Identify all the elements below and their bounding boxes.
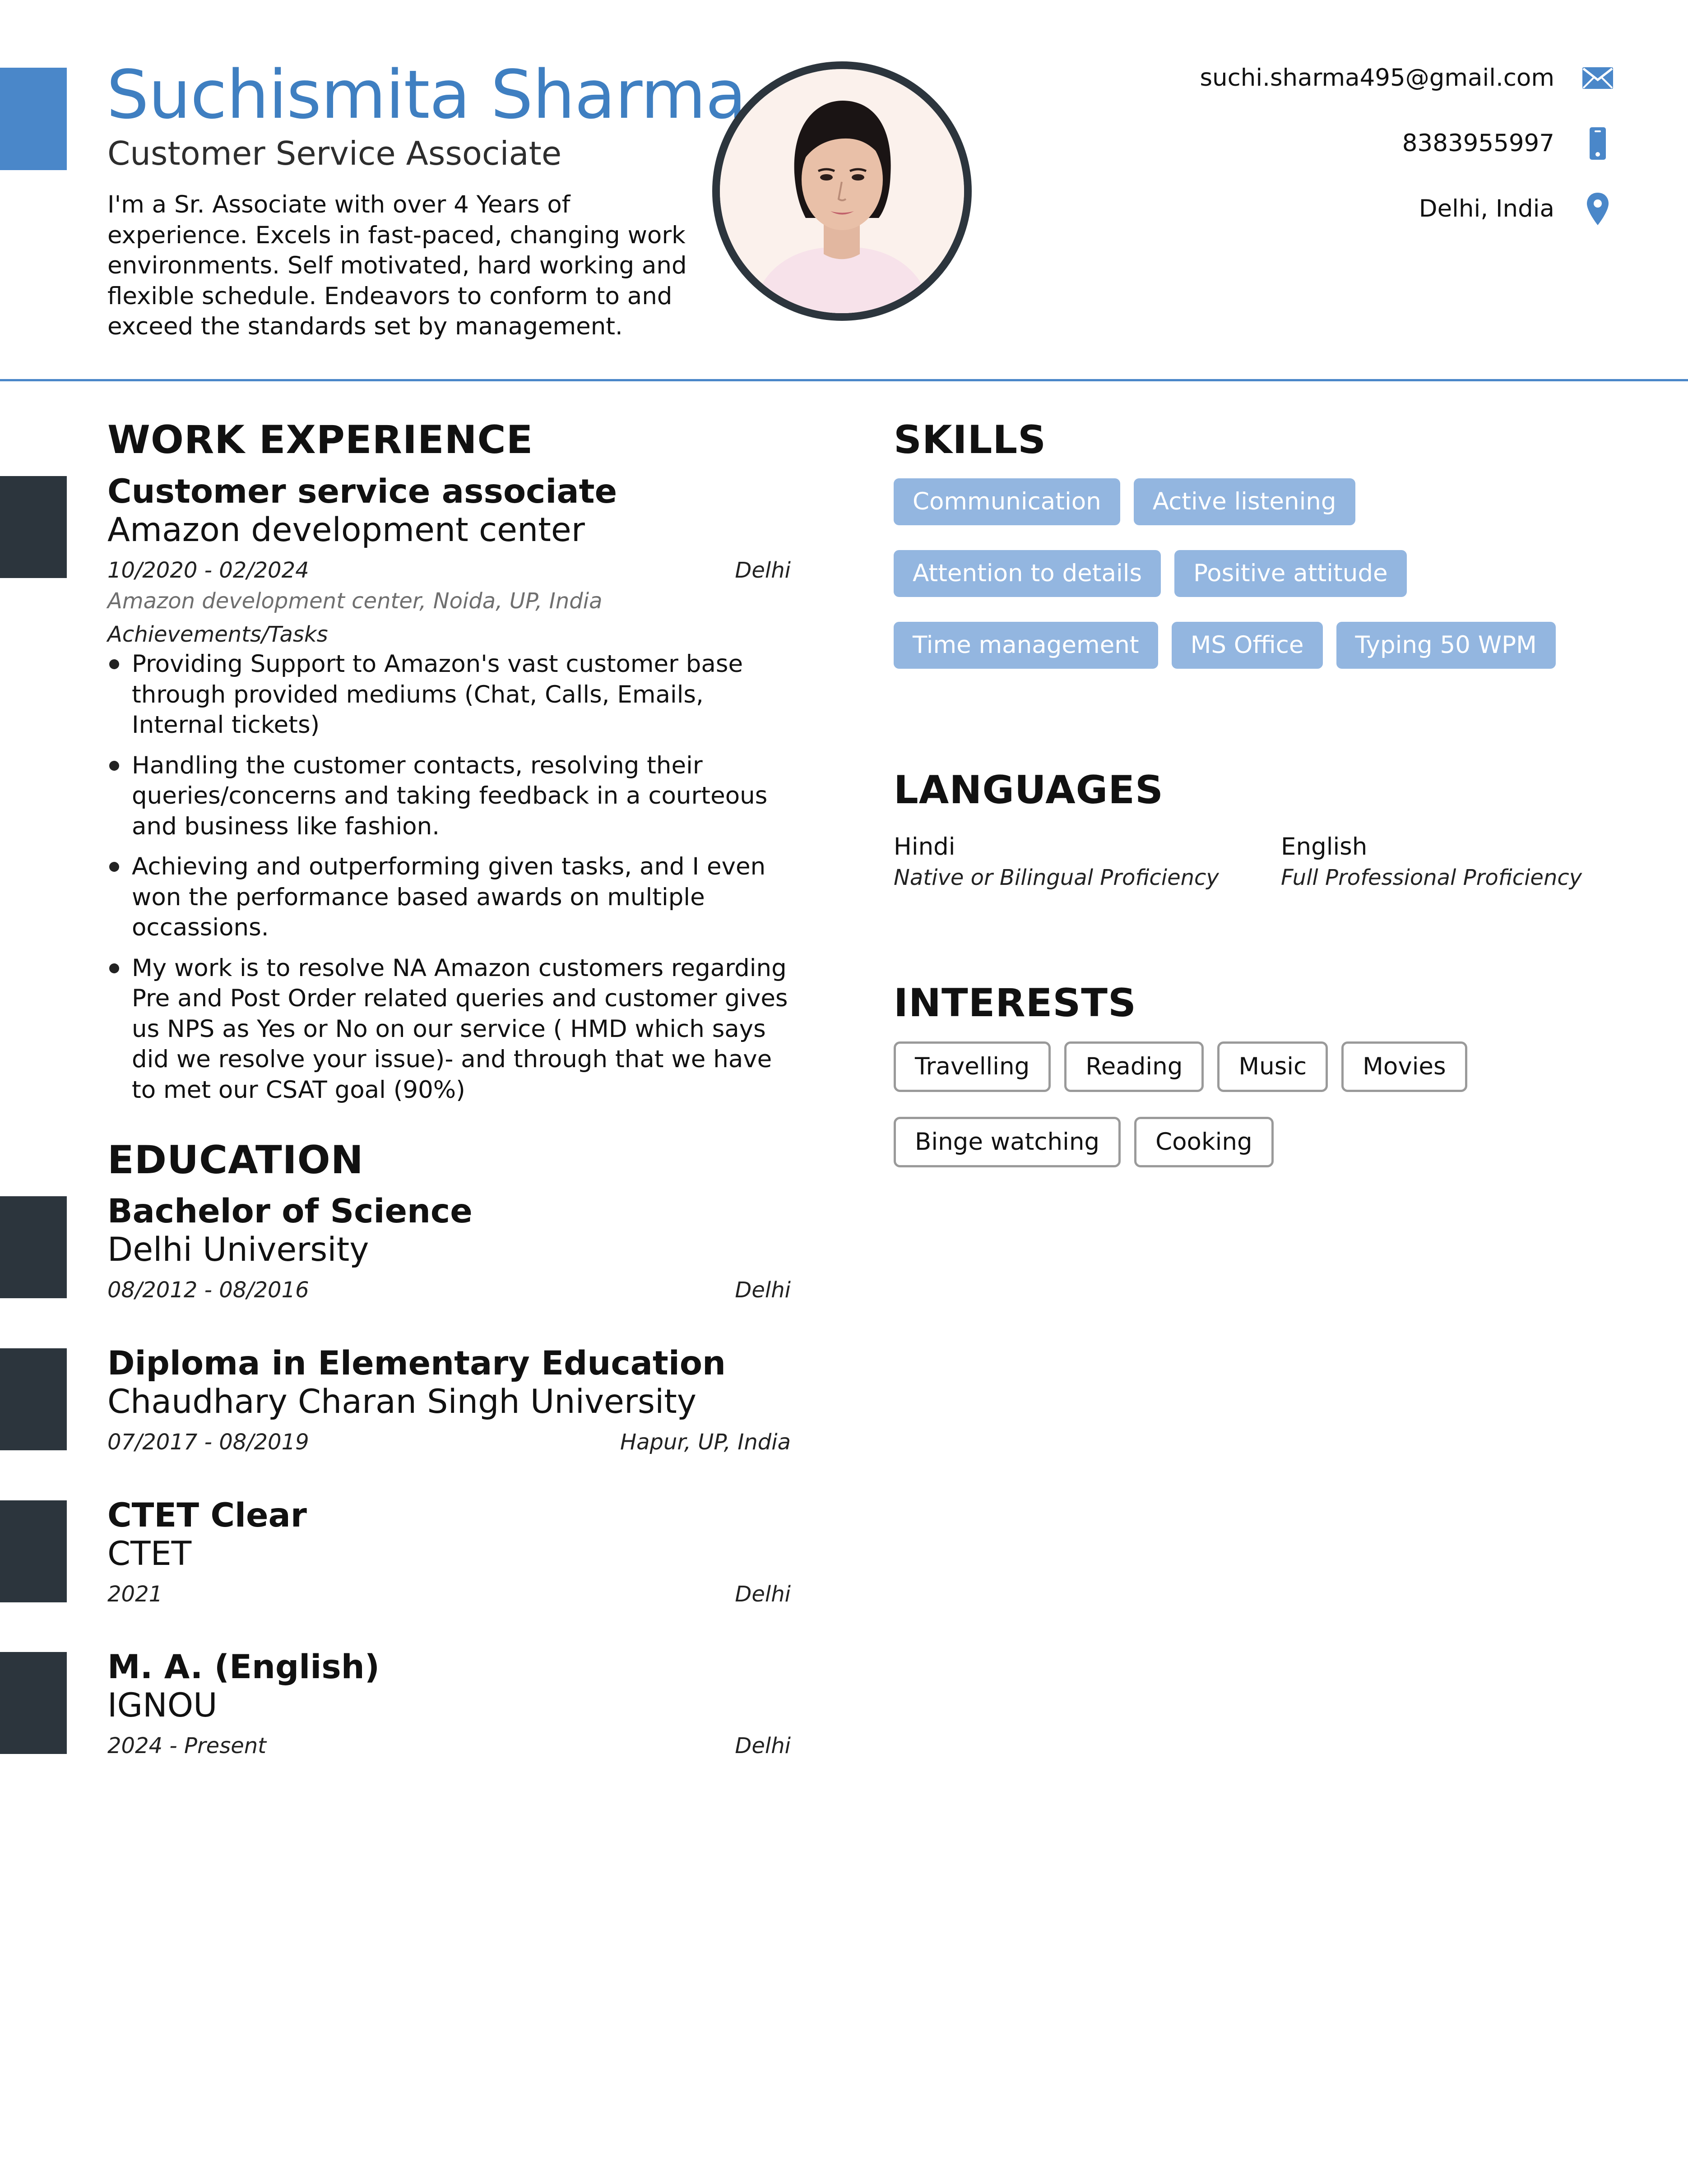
work-entry-title: Customer service associate [107, 472, 617, 511]
envelope-icon [1581, 61, 1615, 95]
education-entry-title: Diploma in Elementary Education [107, 1344, 726, 1383]
interest-chip: Travelling [894, 1041, 1051, 1092]
education-entry-org: Chaudhary Charan Singh University [107, 1383, 697, 1421]
interests-list [894, 1041, 1616, 1192]
list-item: Providing Support to Amazon's vast customer base through provided mediums (Chat, Calls, Emails, Internal tickets) [107, 649, 798, 740]
education-entry-title: Bachelor of Science [107, 1192, 473, 1231]
skill-chip: Time management [894, 622, 1158, 669]
header-divider [0, 379, 1688, 381]
education-heading: EDUCATION [107, 1138, 364, 1183]
profile-photo [712, 61, 972, 321]
list-item: Handling the customer contacts, resolving their queries/concerns and taking feedback in a courteous and business like fashion. [107, 750, 798, 842]
education-entry-dates: 2021 [107, 1582, 163, 1607]
education-entry-location: Delhi [735, 1582, 791, 1607]
interest-chip: Movies [1341, 1041, 1467, 1092]
education-entry-org: IGNOU [107, 1686, 218, 1725]
work-entry-location: Delhi [735, 558, 791, 583]
work-entry-bar [0, 476, 67, 578]
contact-phone[interactable]: 8383955997 [1402, 130, 1554, 157]
list-item: Achieving and outperforming given tasks, and I even won the performance based awards on multiple occassions. [107, 851, 798, 943]
education-entry-org: Delhi University [107, 1231, 369, 1269]
interest-chip: Music [1217, 1041, 1328, 1092]
education-entry-dates: 2024 - Present [107, 1733, 266, 1758]
profile-photo-illustration [720, 69, 964, 313]
skill-chip: Positive attitude [1174, 550, 1407, 597]
skills-heading: SKILLS [894, 417, 1047, 463]
work-experience-heading: WORK EXPERIENCE [107, 417, 533, 463]
work-entry-dates: 10/2020 - 02/2024 [107, 558, 309, 583]
interest-chip: Cooking [1134, 1117, 1274, 1167]
education-entry-title: CTET Clear [107, 1496, 307, 1535]
skills-list [894, 478, 1616, 694]
work-entry-label: Achievements/Tasks [107, 622, 328, 647]
candidate-name: Suchismita Sharma [107, 56, 746, 134]
language-level: Native or Bilingual Proficiency [894, 865, 1219, 890]
education-entry-dates: 07/2017 - 08/2019 [107, 1430, 309, 1455]
education-entry-location: Hapur, UP, India [620, 1430, 791, 1455]
list-item: My work is to resolve NA Amazon customers regarding Pre and Post Order related queries and customer gives us NPS as Yes or No on our service ( HMD which says did we resolve your issue)- and through that we have to met our CSAT goal (90%) [107, 953, 798, 1106]
education-entry-bar [0, 1196, 67, 1298]
education-entry-bar [0, 1500, 67, 1602]
skill-chip: MS Office [1172, 622, 1323, 669]
skill-chip: Communication [894, 478, 1120, 525]
work-entry-detail: Amazon development center, Noida, UP, India [107, 588, 603, 614]
contact-email[interactable]: suchi.sharma495@gmail.com [1200, 64, 1554, 92]
education-entry-bar [0, 1652, 67, 1754]
education-entry-dates: 08/2012 - 08/2016 [107, 1277, 309, 1303]
interest-chip: Binge watching [894, 1117, 1121, 1167]
skill-chip: Active listening [1134, 478, 1355, 525]
work-entry-org: Amazon development center [107, 511, 585, 549]
education-entry-location: Delhi [735, 1733, 791, 1758]
education-entry-org: CTET [107, 1535, 192, 1573]
phone-icon [1581, 126, 1615, 161]
languages-heading: LANGUAGES [894, 768, 1164, 813]
skill-chip: Attention to details [894, 550, 1161, 597]
interests-heading: INTERESTS [894, 981, 1136, 1026]
language-level: Full Professional Proficiency [1281, 865, 1582, 890]
education-entry-title: M. A. (English) [107, 1648, 380, 1686]
interest-chip: Reading [1064, 1041, 1204, 1092]
header-accent-bar [0, 68, 67, 170]
skill-chip: Typing 50 WPM [1336, 622, 1556, 669]
language-name: Hindi [894, 833, 955, 861]
contact-location: Delhi, India [1419, 195, 1554, 222]
location-pin-icon [1581, 192, 1615, 226]
work-achievements-list [107, 649, 798, 1115]
profile-summary: I'm a Sr. Associate with over 4 Years of experience. Excels in fast-paced, changing work environments. Self motivated, hard working and flexible schedule. Endeavors to conform to and exceed the standards set by management. [107, 191, 687, 340]
education-entry-location: Delhi [735, 1277, 791, 1303]
candidate-title: Customer Service Associate [107, 134, 562, 172]
education-entry-bar [0, 1348, 67, 1450]
language-name: English [1281, 833, 1368, 861]
